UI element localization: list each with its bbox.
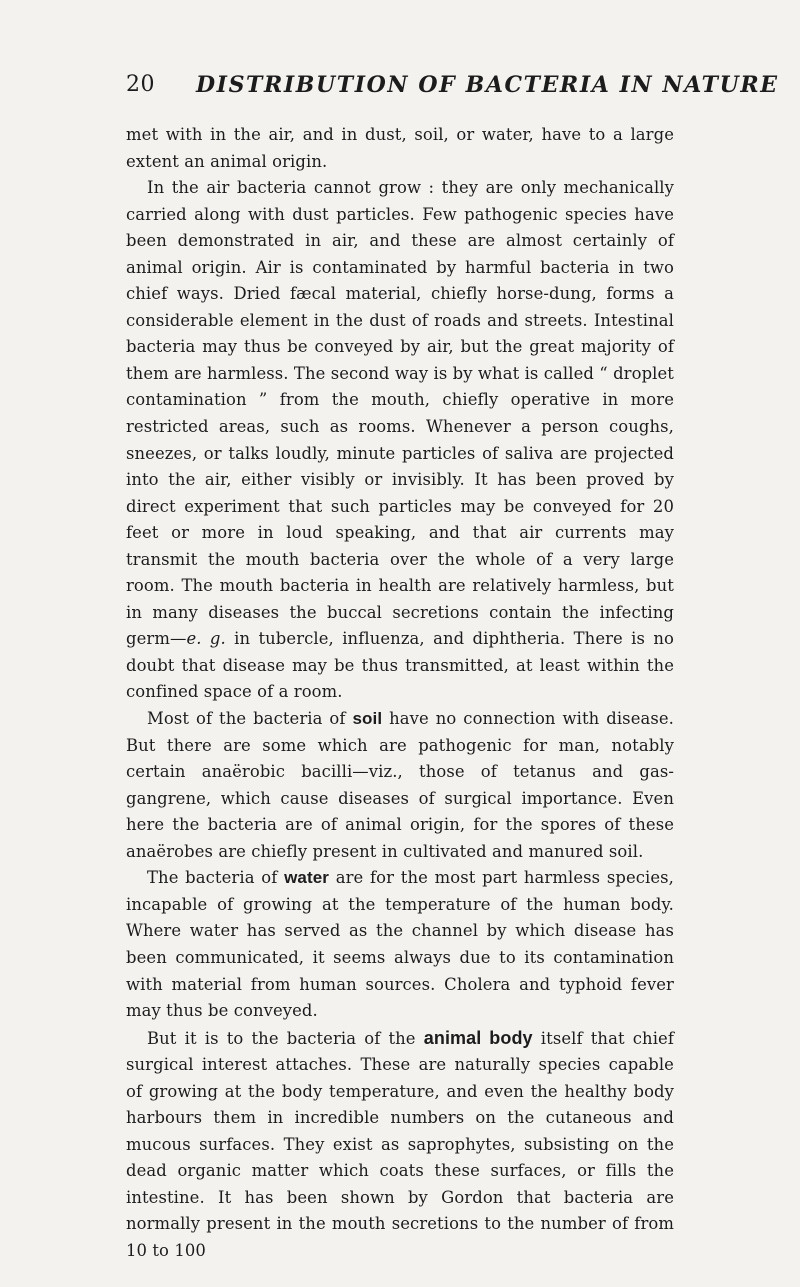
- paragraph-2-text: In the air bacteria cannot grow : they are only mechanically carried along with dust particles. Few pathogenic species have been demonstrated in air, and these are almost certainly of animal origin. Air is contaminated by harmful bacteria in two chief ways. Dried fæcal material, chiefly horse-dung, forms a considerable element in the dust of roads and streets. Intestinal bacteria may thus be conveyed by air, but the great majority of them are harmless. The second way is by what is called “ droplet contamination ” from the mouth, chiefly operative in more restricted areas, such as rooms. Whenever a person coughs, sneezes, or talks loudly, minute particles of saliva are projected into the air, either visibly or invisibly. It has been proved by direct experiment that such particles may be conveyed for 20 feet or more in loud speaking, and that air currents may transmit the mouth bacteria over the whole of a very large room. The mouth bacteria in health are relatively harmless, but in many diseases the buccal secretions contain the infecting germ—: [126, 178, 674, 649]
- paragraph-1: [126, 122, 674, 175]
- paragraph-5-post: itself that chief surgical interest attaches. These are naturally species capable of growing at the body temperature, and even the healthy body harbours them in incredible numbers on the cutaneous and mucous surfaces. They exist as saprophytes, subsisting on the dead organic matter which coats these surfaces, or fills the intestine. It has been shown by Gordon that bacteria are normally present in the mouth secretions to the number of from 10 to 100: [126, 1028, 675, 1260]
- paragraph-5-pre: But it is to the bacteria of the: [147, 1028, 424, 1048]
- paragraph-4-post: are for the most part harmless species, incapable of growing at the temperature of the human body. Where water has served as the channel by which disease has been communicated, it seems always due to its contamination with material from human sources. Cholera and typhoid fever may thus be conveyed.: [126, 868, 674, 1021]
- paragraph-4: [126, 865, 674, 1024]
- paragraph-2-tail: in tubercle, influenza, and diphtheria. There is no doubt that disease may be thus transmitted, at least within the confined space of a room.: [126, 629, 674, 702]
- paragraph-2: [126, 175, 674, 706]
- page-header: [126, 72, 779, 112]
- running-title: DISTRIBUTION OF BACTERIA IN NATURE: [196, 72, 779, 98]
- page-number: 20: [126, 72, 155, 97]
- paragraph-2-eg: e. g.: [186, 629, 226, 649]
- keyword-soil: soil: [352, 709, 383, 729]
- paragraph-3-post: have no connection with disease. But there are some which are pathogenic for man, notably certain anaërobic bacilli—viz., those of tetanus and gas-gangrene, which cause diseases of surgical importance. Even here the bacteria are of animal origin, for the spores of these anaërobes are chiefly present in cultivated and manured soil.: [126, 709, 674, 861]
- body-text: [126, 122, 674, 1265]
- paragraph-5: [126, 1025, 674, 1265]
- keyword-water: water: [284, 868, 330, 888]
- paragraph-3-pre: Most of the bacteria of: [147, 709, 353, 729]
- keyword-animal-body: animal body: [423, 1027, 533, 1048]
- paragraph-1-text: met with in the air, and in dust, soil, or water, have to a large extent an animal origin.: [126, 125, 674, 171]
- paragraph-4-pre: The bacteria of: [147, 868, 285, 888]
- paragraph-3: [126, 706, 674, 865]
